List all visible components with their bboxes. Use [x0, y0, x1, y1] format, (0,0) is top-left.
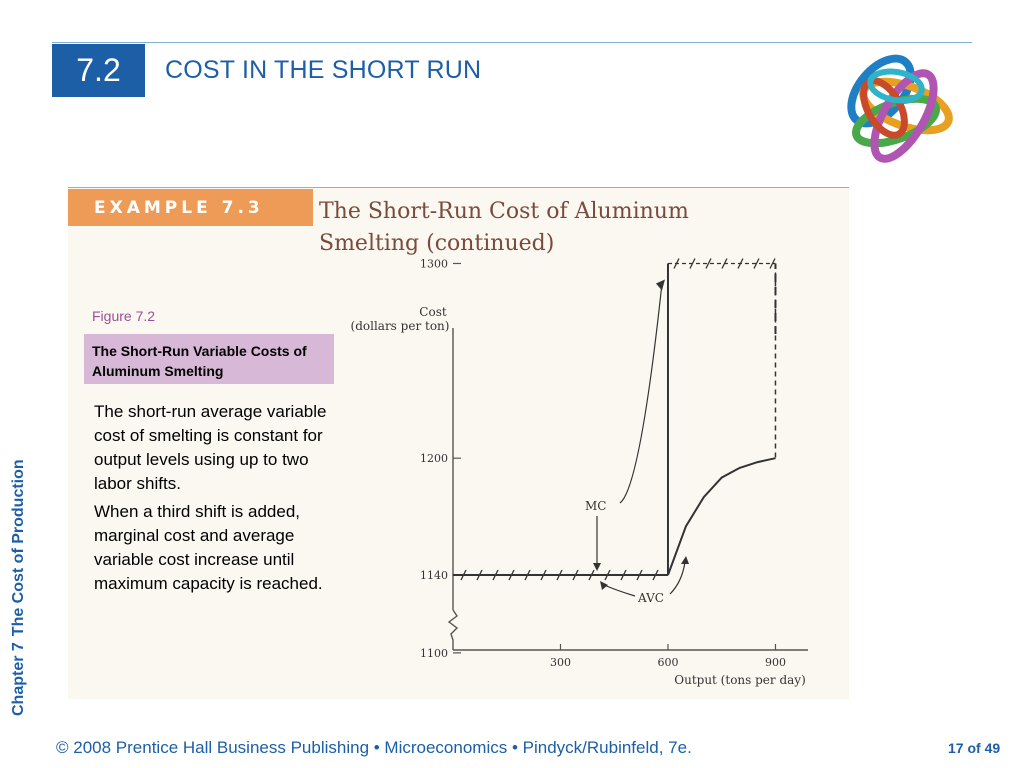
avc-arrowhead-left	[600, 581, 608, 590]
example-card-topline	[68, 187, 849, 188]
y-axis-label-line2: (dollars per ton)	[350, 319, 450, 333]
figure-label: Figure 7.2	[92, 308, 156, 324]
x-tick-label-600: 600	[657, 656, 679, 669]
footer-credit: © 2008 Prentice Hall Business Publishing • Microeconomics • Pindyck/Rubinfeld, 7e.	[56, 738, 692, 757]
avc-label: AVC	[638, 591, 664, 605]
y-tick-label-1300: 1300	[420, 257, 448, 271]
avc-arrowhead-right	[681, 556, 689, 564]
section-number-badge: 7.2	[52, 44, 145, 97]
chapter-title: The Cost of Production	[10, 459, 27, 637]
y-axis-break	[449, 610, 457, 650]
example-title-line1: The Short-Run Cost of Aluminum	[319, 199, 689, 224]
x-tick-label-900: 900	[764, 656, 786, 669]
chapter-side-label	[10, 453, 28, 716]
avc-arrow-right	[670, 562, 685, 594]
rings-logo-icon	[826, 46, 972, 174]
mc-label: MC	[585, 499, 607, 513]
x-tick-label-300: 300	[549, 656, 571, 669]
mc-arrowhead-lower	[593, 563, 601, 571]
description-paragraph-2: When a third shift is added, marginal cost and average variable cost increase until maximum capacity is reached.	[94, 502, 323, 593]
header-rule	[52, 42, 972, 43]
y-tick-label-1100: 1100	[420, 646, 448, 660]
page-title: COST IN THE SHORT RUN	[165, 56, 482, 84]
y-tick-label-1140: 1140	[420, 569, 448, 582]
cost-chart	[340, 257, 820, 698]
page-number: 17 of 49	[948, 740, 1001, 756]
avc-curve	[668, 458, 776, 575]
figure-caption: The Short-Run Variable Costs of Aluminum Smelting	[84, 334, 334, 384]
figure-description	[94, 400, 334, 600]
y-axis-label-line1: Cost	[419, 305, 447, 319]
y-tick-label-1200: 1200	[420, 452, 448, 466]
description-paragraph-1: The short-run average variable cost of smelting is constant for output levels using up to two labor shifts.	[94, 402, 327, 493]
chapter-number: Chapter 7	[10, 642, 27, 716]
x-axis-label: Output (tons per day)	[674, 673, 806, 687]
example-title-line2: Smelting (continued)	[319, 231, 555, 256]
example-title	[319, 196, 839, 260]
mc-arrow-upper	[620, 283, 662, 503]
example-tag: EXAMPLE 7.3	[68, 189, 313, 226]
